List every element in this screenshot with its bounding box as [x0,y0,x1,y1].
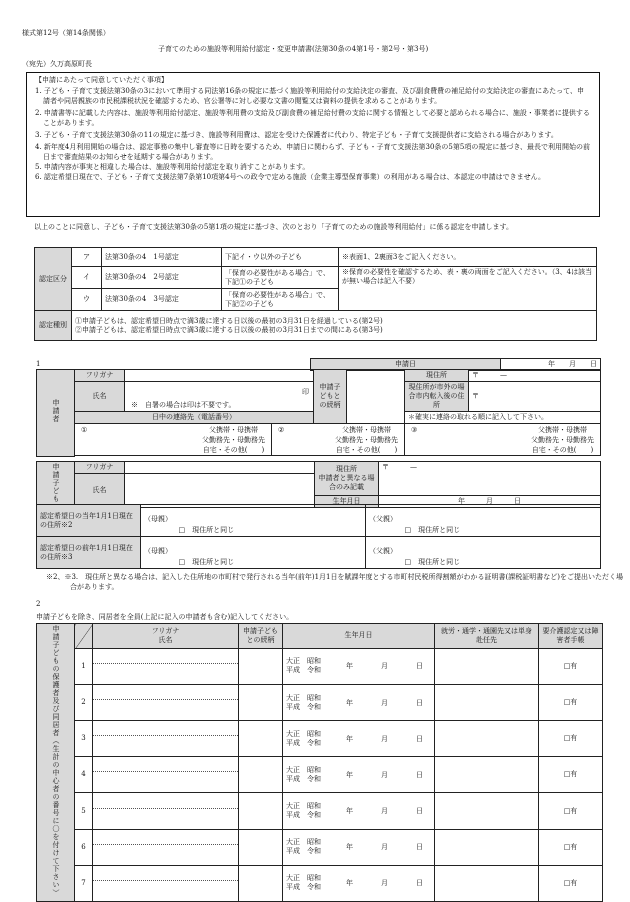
member-birth-input[interactable]: 大正 昭和 平成 令和 年 月 日 [283,865,435,901]
contact-3[interactable] [405,424,601,456]
category-label: 認定区分 [35,248,72,311]
contact-type: 父携帯・母携帯 [209,426,258,434]
notice-item: 6. 認定希望日現在で、子ども・子育て支援法第7条第10項第4号への政令で定める施設（企業主導型保育事業）の利用がある場合は、本認定の申請はできません。 [35,173,545,181]
member-name-input[interactable] [93,757,239,793]
jan-address-table [36,504,601,569]
member-work-input[interactable] [435,793,539,829]
contact-type: 父勤務先・母勤務先 [202,436,265,444]
applicant-table [36,369,601,457]
category-note-2: ※保育の必要性を確認するため、表・裏の両面をご記入ください。（3、4は該当が無い場合は記入不要） [339,267,597,311]
kind-option-1[interactable]: ①申請子どもは、認定希望日時点で満3歳に達する日以後の最初の3月31日を経過している(第2号) [75,316,383,325]
contact-type: 父勤務先・母勤務先 [335,436,399,444]
jan-current-label: 認定希望日の当年1月1日現在の住所※2 [37,505,141,537]
contact-type: 自宅・その他( ) [202,446,265,454]
member-birth-input[interactable]: 大正 昭和 平成 令和 年 月 日 [283,829,435,865]
notice-item: 1. 子ども・子育て支援法第30条の3において準用する同法第16条の規定に基づく施設等利用給付の支給決定の審査、及び副食費費の補足給付の支給決定の審査にあたって、申請者や同居親族の市民税課税状況を確認するため、官公署等に対し必要な文書の閲覧又は資料の提供を求めることがあります。 [35,87,585,105]
notice-heading: 【申請にあたって同意していただく事項】 [35,76,168,84]
child-name-label: 氏名 [75,474,125,508]
consent-statement: 以上のことに同意し、子ども・子育て支援法第30条の5第1項の規定に基づき、次のとおり「子育てのための施設等利用給付」に係る認定を申請します。 [34,223,513,231]
category-note-1: ※表面1、2裏面3をご記入ください。 [339,248,597,267]
notice-list [35,86,591,182]
member-care-checkbox[interactable]: □有 [539,865,603,901]
same-checkbox[interactable]: □ 現住所と同じ [178,558,235,566]
table-row [37,721,603,757]
addressee: （宛先）久万高原町長 [22,60,92,68]
member-work-input[interactable] [435,721,539,757]
father-label: （父親） [366,505,402,537]
row-number: 3 [75,721,93,757]
contact-label: 日中の連絡先（電話番号） [75,412,314,424]
member-work-input[interactable] [435,829,539,865]
furigana-label: フリガナ [75,370,125,382]
row-number: 4 [75,757,93,793]
mother-prev-address[interactable] [176,537,366,569]
mother-label: （母親） [141,537,176,569]
category-desc: 「保育の必要性がある場合」で、下記①の子ども [222,267,339,289]
apply-date-label: 申請日 [311,359,501,371]
notice-item: 5. 申請内容が事実と相違した場合は、施設等利用給付認定を取り消すことがあります。 [35,163,310,171]
header-work: 就労・通学・通園先又は単身赴任先 [435,624,539,649]
seal-note: ※ 自署の場合は印は不要です。 [131,401,236,409]
member-relation-input[interactable] [239,829,283,865]
member-relation-input[interactable] [239,757,283,793]
child-furigana-input[interactable] [125,462,315,474]
section-2-number: 2 [36,600,41,608]
member-name-input[interactable] [93,685,239,721]
category-law: 法第30条の4 2号認定 [102,267,222,289]
member-name-input[interactable] [93,793,239,829]
member-name-input[interactable] [93,865,239,901]
address-label: 現住所 [405,370,469,382]
household-table [36,623,603,902]
member-care-checkbox[interactable]: □有 [539,757,603,793]
child-address-input[interactable] [379,462,601,496]
row-number: 6 [75,829,93,865]
kind-label: 認定種別 [35,311,72,341]
header-relation: 申請子どもとの続柄 [239,624,283,649]
member-care-checkbox[interactable]: □有 [539,685,603,721]
notice-item: 2. 申請書等に記載した内容は、施設等利用給付認定、施設等利用費の支給及び副食費の補足給付費の支給に関する情報として必要と認められる場合に、施設・事業者に提供することがあります。 [35,109,590,127]
header-birth: 生年月日 [283,624,435,649]
row-number: 5 [75,793,93,829]
household-side-label: 申請子どもの保護者及び同居者（生計の中心者の番号に〇を付けて下さい） [37,624,75,902]
address-input[interactable] [469,370,601,382]
jan-prev-label: 認定希望日の前年1月1日現在の住所※3 [37,537,141,569]
footnote-2-3: ※2、※3. 現住所と異なる場合は、記入した住所地の市町村で発行される当年(前年)1月1日を賦課年度とする市町村民税所得割額がわかる証明書(課税証明書など)をご提出いただく場合があります。 [46,573,623,591]
category-law: 法第30条の4 1号認定 [102,248,222,267]
member-name-input[interactable] [93,648,239,684]
applicant-name-input[interactable] [125,382,314,412]
table-row [37,757,603,793]
member-birth-input[interactable]: 大正 昭和 平成 令和 年 月 日 [283,648,435,684]
father-prev-address[interactable] [402,537,601,569]
same-checkbox[interactable]: □ 現住所と同じ [178,526,235,534]
table-row [37,648,603,684]
member-care-checkbox[interactable]: □有 [539,829,603,865]
contact-type: 父勤務先・母勤務先 [531,436,595,444]
consent-notice-box [26,72,600,217]
outside-postal-mark: 〒 [472,392,480,400]
member-relation-input[interactable] [239,793,283,829]
birth-input[interactable]: 年 月 日 [379,496,601,508]
contact-type: 自宅・その他( ) [531,446,594,454]
header-name: フリガナ 氏名 [93,624,239,649]
contact-num: ② [278,426,285,434]
header-care: 要介護認定又は障害者手帳 [539,624,603,649]
mother-current-address[interactable] [176,505,366,537]
child-name-input[interactable] [125,474,315,508]
member-name-input[interactable] [93,721,239,757]
member-care-checkbox[interactable]: □有 [539,721,603,757]
applicant-label: 申請者 [37,370,75,457]
member-work-input[interactable] [435,648,539,684]
contact-note: ＊確実に連絡の取れる順に記入して下さい。 [405,412,601,424]
child-furigana-label: フリガナ [75,462,125,474]
seal-mark: 印 [302,388,310,396]
child-address-label: 現住所 申請者と異なる場合のみ記載 [315,462,379,496]
contact-2[interactable] [272,424,405,456]
outside-address-input[interactable] [469,382,601,412]
category-mark: イ [72,267,102,289]
table-row [37,685,603,721]
child-postal-mark: 〒 — [382,463,417,471]
member-birth-input[interactable]: 大正 昭和 平成 令和 年 月 日 [283,721,435,757]
notice-item: 4. 新年度4月利用開始の場合は、認定事務の集中し審査等に日時を要するため、申請日に関わらず、子ども・子育て支援法第30条の5第5項の規定に基づき、最長で利用開始の前日まで審査結果のお知らせを延期する場合があります。 [35,143,591,161]
contact-num: ① [81,426,88,434]
member-birth-input[interactable]: 大正 昭和 平成 令和 年 月 日 [283,685,435,721]
applicant-furigana-input[interactable] [125,370,314,382]
diagonal-corner [75,624,93,649]
category-law: 法第30条の4 3号認定 [102,289,222,311]
section-2-intro: 申請子どもを除き、同居者を全員(上記に記入の申請者も含む)記入してください。 [36,613,294,621]
contact-num: ③ [411,426,418,434]
child-table [36,461,601,508]
birth-label: 生年月日 [315,496,379,508]
mother-label: （母親） [141,505,176,537]
category-mark: ウ [72,289,102,311]
section-1-number: 1 [36,360,41,368]
name-label: 氏名 [75,382,125,412]
row-number: 1 [75,648,93,684]
member-relation-input[interactable] [239,721,283,757]
father-current-address[interactable] [402,505,601,537]
category-desc: 「保育の必要性がある場合」で、下記②の子ども [222,289,339,311]
member-work-input[interactable] [435,757,539,793]
apply-date-field[interactable]: 年 月 日 [501,359,601,371]
table-row [37,865,603,901]
same-checkbox[interactable]: □ 現住所と同じ [404,558,461,566]
member-care-checkbox[interactable]: □有 [539,793,603,829]
relation-input[interactable] [347,370,405,424]
category-desc: 下記イ・ウ以外の子ども [222,248,339,267]
form-number: 様式第12号（第14条関係） [22,29,110,37]
relation-label: 申請子どもとの続柄 [314,370,347,424]
contact-type: 自宅・その他( ) [335,446,398,454]
outside-address-label: 現住所が市外の場合市内転入後の住所 [405,382,469,412]
kind-option-2[interactable]: ②申請子どもは、認定希望日時点で満3歳に達する日以後の最初の3月31日までの間にある(第3号) [75,325,383,334]
table-row [37,829,603,865]
member-name-input[interactable] [93,829,239,865]
child-label: 申請子ども [37,462,75,508]
member-birth-input[interactable]: 大正 昭和 平成 令和 年 月 日 [283,793,435,829]
member-work-input[interactable] [435,865,539,901]
member-relation-input[interactable] [239,648,283,684]
page-title: 子育てのための施設等利用給付認定・変更申請書(法第30条の4第1号・第2号・第3号) [158,45,429,53]
kind-options [72,311,597,341]
category-mark: ア [72,248,102,267]
row-number: 7 [75,865,93,901]
postal-mark: 〒 — [472,371,508,379]
member-work-input[interactable] [435,685,539,721]
member-care-checkbox[interactable]: □有 [539,648,603,684]
contact-type: 父携帯・母携帯 [342,426,392,434]
table-row [37,793,603,829]
father-label: （父親） [366,537,402,569]
member-relation-input[interactable] [239,865,283,901]
member-birth-input[interactable]: 大正 昭和 平成 令和 年 月 日 [283,757,435,793]
row-number: 2 [75,685,93,721]
same-checkbox[interactable]: □ 現住所と同じ [404,526,461,534]
notice-item: 3. 子ども・子育て支援法第30条の11の規定に基づき、施設等利用費は、認定を受けた保護者に代わり、特定子ども・子育て支援提供者に支給される場合があります。 [35,131,558,139]
contact-type: 父携帯・母携帯 [538,426,588,434]
category-table [34,247,597,341]
contact-1[interactable] [75,424,272,456]
member-relation-input[interactable] [239,685,283,721]
